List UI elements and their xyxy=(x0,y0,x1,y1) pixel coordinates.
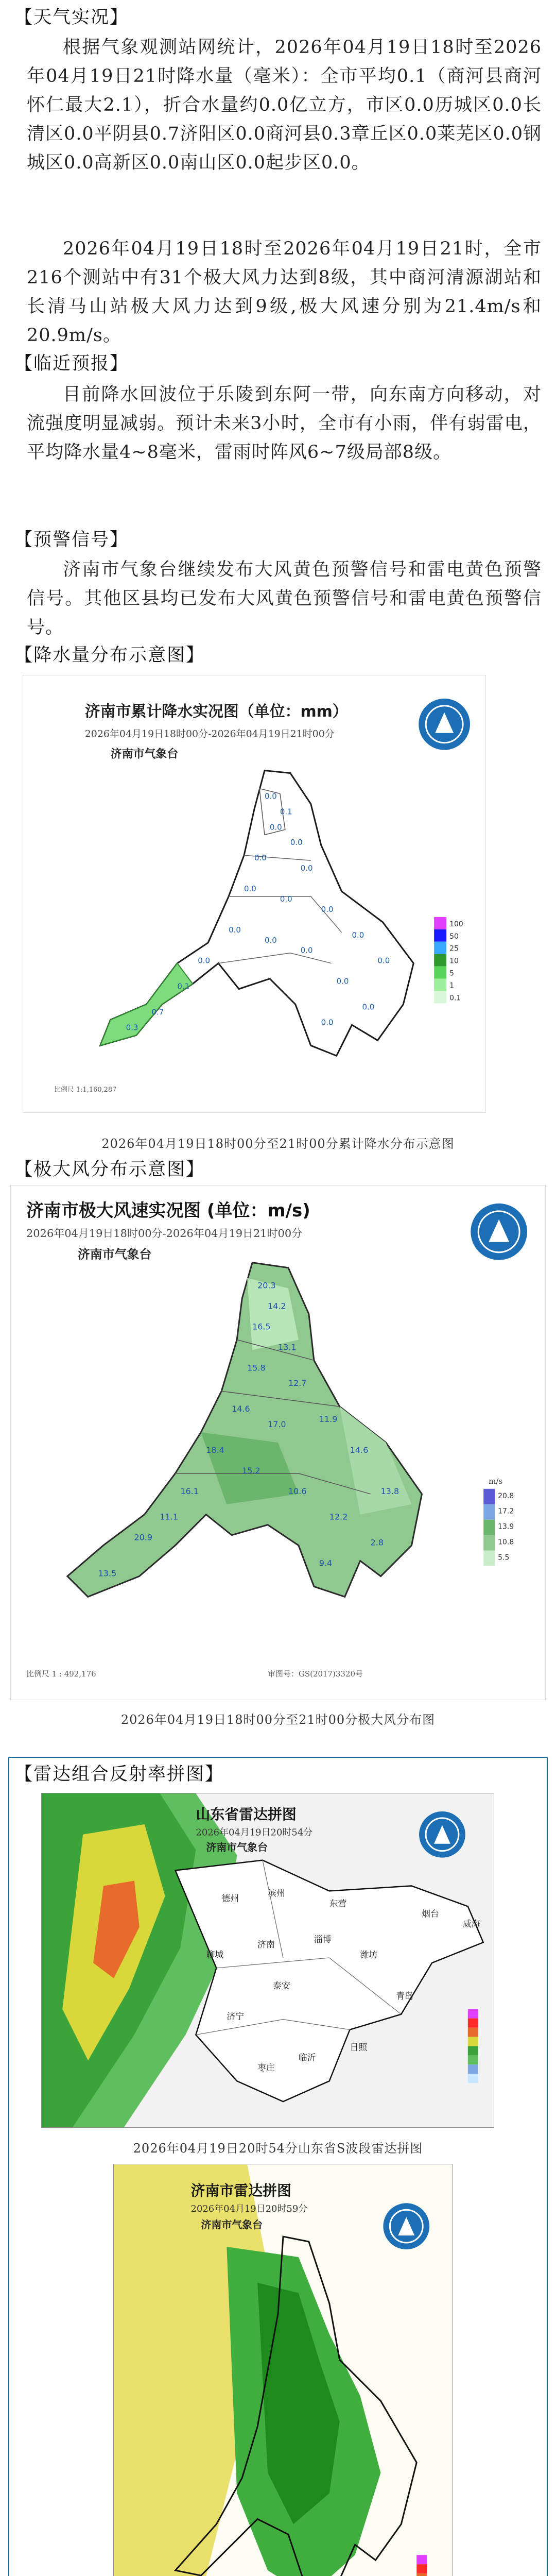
svg-text:50: 50 xyxy=(449,932,459,941)
radar1-time: 2026年04月19日20时54分 xyxy=(196,1827,313,1838)
svg-text:9.4: 9.4 xyxy=(319,1558,333,1568)
svg-text:青岛: 青岛 xyxy=(396,1990,414,2001)
jinan-radar-map xyxy=(113,2164,453,2576)
wind-legend xyxy=(483,1477,514,1566)
svg-text:13.8: 13.8 xyxy=(380,1486,399,1496)
svg-text:淄博: 淄博 xyxy=(314,1934,332,1945)
weather-paragraph-rain: 根据气象观测站网统计，2026年04月19日18时至2026年04月19日21时降水量（毫米）：全市平均0.1（商河县商河怀仁最大2.1），折合水量约0.0亿立方，市区0.0历城区0.0长清区0.0平阴县0.7济阳区0.0商河县0.3章丘区0.0莱芜区0.0钢城区0.0高新区0.0南山区0.0起步区0.0。 xyxy=(27,37,542,173)
wind-map-caption: 2026年04月19日18时00分至21时00分极大风分布图 xyxy=(120,1713,436,1727)
section-heading-nowcast: 【临近预报】 xyxy=(14,353,129,374)
svg-text:14.2: 14.2 xyxy=(268,1301,286,1311)
svg-text:13.5: 13.5 xyxy=(98,1568,117,1579)
svg-text:13.9: 13.9 xyxy=(498,1522,514,1531)
svg-text:0.0: 0.0 xyxy=(362,1002,375,1012)
warning-paragraph: 济南市气象台继续发布大风黄色预警信号和雷电黄色预警信号。其他区县均已发布大风黄色预警信号和雷电黄色预警信号。 xyxy=(27,560,542,638)
svg-text:泰安: 泰安 xyxy=(272,1980,290,1991)
wind-map-org: 济南市气象台 xyxy=(77,1247,152,1262)
svg-text:东营: 东营 xyxy=(329,1898,347,1909)
section-heading-rain-map: 【降水量分布示意图】 xyxy=(14,645,205,666)
rain-map-title: 济南市累计降水实况图（单位：mm） xyxy=(84,702,348,721)
svg-text:16.5: 16.5 xyxy=(252,1321,271,1332)
svg-text:20.3: 20.3 xyxy=(257,1280,276,1291)
svg-text:0.0: 0.0 xyxy=(229,925,241,935)
svg-text:潍坊: 潍坊 xyxy=(360,1950,378,1960)
svg-text:临沂: 临沂 xyxy=(298,2052,316,2063)
weather-paragraph-wind: 2026年04月19日18时至2026年04月19日21时，全市216个测站中有31个极大风力达到8级，其中商河清源湖站和长清马山站极大风力达到9级,极大风速分别为21.4m/s和20.9m/s。 xyxy=(27,239,542,346)
svg-text:0.0: 0.0 xyxy=(198,956,211,965)
radar-legend xyxy=(468,2009,478,2083)
svg-text:滨州: 滨州 xyxy=(268,1888,285,1899)
svg-text:11.1: 11.1 xyxy=(160,1512,178,1522)
svg-text:0.0: 0.0 xyxy=(321,1018,334,1027)
radar2-time: 2026年04月19日20时59分 xyxy=(190,2204,308,2215)
rain-area-pingyin xyxy=(100,963,193,1046)
svg-text:烟台: 烟台 xyxy=(422,1908,439,1919)
svg-text:0.0: 0.0 xyxy=(321,904,334,914)
svg-text:0.0: 0.0 xyxy=(300,945,313,955)
svg-text:枣庄: 枣庄 xyxy=(257,2062,275,2073)
meteorological-logo-icon xyxy=(471,1204,527,1260)
radar2-title: 济南市雷达拼图 xyxy=(190,2182,291,2199)
wind-map-approval: 审图号：GS(2017)3320号 xyxy=(268,1669,363,1679)
svg-text:m/s: m/s xyxy=(489,1476,503,1486)
svg-text:10.6: 10.6 xyxy=(288,1486,307,1496)
svg-text:17.2: 17.2 xyxy=(498,1507,514,1516)
svg-text:0.0: 0.0 xyxy=(352,930,364,940)
radar1-caption: 2026年04月19日20时54分山东省S波段雷达拼图 xyxy=(133,2141,423,2156)
svg-text:14.6: 14.6 xyxy=(350,1445,369,1455)
svg-text:10.8: 10.8 xyxy=(498,1538,514,1547)
radar-logo-icon xyxy=(419,1811,465,1858)
shandong-radar-map xyxy=(41,1793,494,2128)
svg-text:0.3: 0.3 xyxy=(126,1023,138,1032)
svg-text:11.9: 11.9 xyxy=(319,1414,338,1425)
svg-text:1: 1 xyxy=(449,981,454,990)
svg-text:德州: 德州 xyxy=(221,1893,239,1904)
svg-text:5.5: 5.5 xyxy=(498,1553,510,1562)
svg-text:0.0: 0.0 xyxy=(254,853,267,863)
svg-text:济南: 济南 xyxy=(257,1939,275,1950)
svg-text:10: 10 xyxy=(449,957,459,965)
svg-text:0.0: 0.0 xyxy=(244,884,256,894)
svg-text:14.6: 14.6 xyxy=(232,1404,250,1414)
section-heading-wind-map: 【极大风分布示意图】 xyxy=(14,1159,205,1180)
svg-text:20.9: 20.9 xyxy=(134,1532,153,1543)
rain-legend xyxy=(434,917,463,1004)
rain-map-scale: 比例尺 1:1,160,287 xyxy=(54,1086,117,1094)
wind-map-title: 济南市极大风速实况图 (单位：m/s) xyxy=(26,1200,310,1221)
wind-map-scale: 比例尺 1 : 492,176 xyxy=(26,1669,96,1679)
svg-text:0.0: 0.0 xyxy=(269,822,282,832)
svg-text:5: 5 xyxy=(449,969,454,978)
wind-distribution-map xyxy=(10,1185,546,1700)
svg-text:0.0: 0.0 xyxy=(300,863,313,873)
svg-text:0.1: 0.1 xyxy=(280,807,292,817)
svg-text:100: 100 xyxy=(449,920,463,928)
svg-text:0.7: 0.7 xyxy=(151,1007,164,1017)
section-heading-radar: 【雷达组合反射率拼图】 xyxy=(14,1764,224,1785)
svg-text:日照: 日照 xyxy=(350,2042,368,2053)
wind-map-time: 2026年04月19日18时00分-2026年04月19日21时00分 xyxy=(26,1227,303,1240)
section-heading-weather: 【天气实况】 xyxy=(14,7,129,28)
svg-text:17.0: 17.0 xyxy=(268,1419,286,1430)
radar2-logo-icon xyxy=(383,2203,429,2249)
svg-text:2.8: 2.8 xyxy=(370,1537,384,1548)
svg-text:0.0: 0.0 xyxy=(290,838,303,848)
svg-text:25: 25 xyxy=(449,944,459,953)
rain-map-org: 济南市气象台 xyxy=(110,747,179,761)
svg-text:12.2: 12.2 xyxy=(329,1512,348,1522)
svg-text:16.1: 16.1 xyxy=(180,1486,199,1496)
rain-map-caption: 2026年04月19日18时00分至21时00分累计降水分布示意图 xyxy=(101,1137,455,1151)
rain-map-time: 2026年04月19日18时00分-2026年04月19日21时00分 xyxy=(84,728,335,740)
rain-distribution-map xyxy=(23,675,486,1113)
svg-text:12.7: 12.7 xyxy=(288,1378,307,1388)
svg-text:18.4: 18.4 xyxy=(206,1445,224,1455)
svg-text:0.0: 0.0 xyxy=(264,791,277,801)
svg-text:0.0: 0.0 xyxy=(264,935,277,945)
section-heading-warning: 【预警信号】 xyxy=(14,530,129,550)
svg-text:威海: 威海 xyxy=(462,1919,480,1929)
radar1-title: 山东省雷达拼图 xyxy=(196,1805,297,1823)
nowcast-paragraph: 目前降水回波位于乐陵到东阿一带，向东南方向移动，对流强度明显减弱。预计未来3小时，全市有小雨，伴有弱雷电，平均降水量4~8毫米，雷雨时阵风6~7级局部8级。 xyxy=(27,384,542,463)
svg-text:0.1: 0.1 xyxy=(449,994,461,1003)
radar2-org: 济南市气象台 xyxy=(201,2218,263,2231)
svg-text:20.8: 20.8 xyxy=(498,1492,514,1500)
radar1-org: 济南市气象台 xyxy=(206,1841,268,1854)
meteorological-logo-icon xyxy=(419,699,470,750)
svg-text:0.0: 0.0 xyxy=(377,956,390,965)
svg-text:15.8: 15.8 xyxy=(247,1363,266,1373)
svg-text:0.0: 0.0 xyxy=(280,894,292,904)
svg-text:聊城: 聊城 xyxy=(206,1950,224,1960)
svg-text:济宁: 济宁 xyxy=(227,2011,245,2022)
radar2-legend xyxy=(416,2555,427,2576)
svg-text:0.1: 0.1 xyxy=(177,981,190,991)
svg-text:0.0: 0.0 xyxy=(336,976,349,986)
svg-text:13.1: 13.1 xyxy=(278,1342,297,1352)
svg-text:15.2: 15.2 xyxy=(242,1465,260,1476)
